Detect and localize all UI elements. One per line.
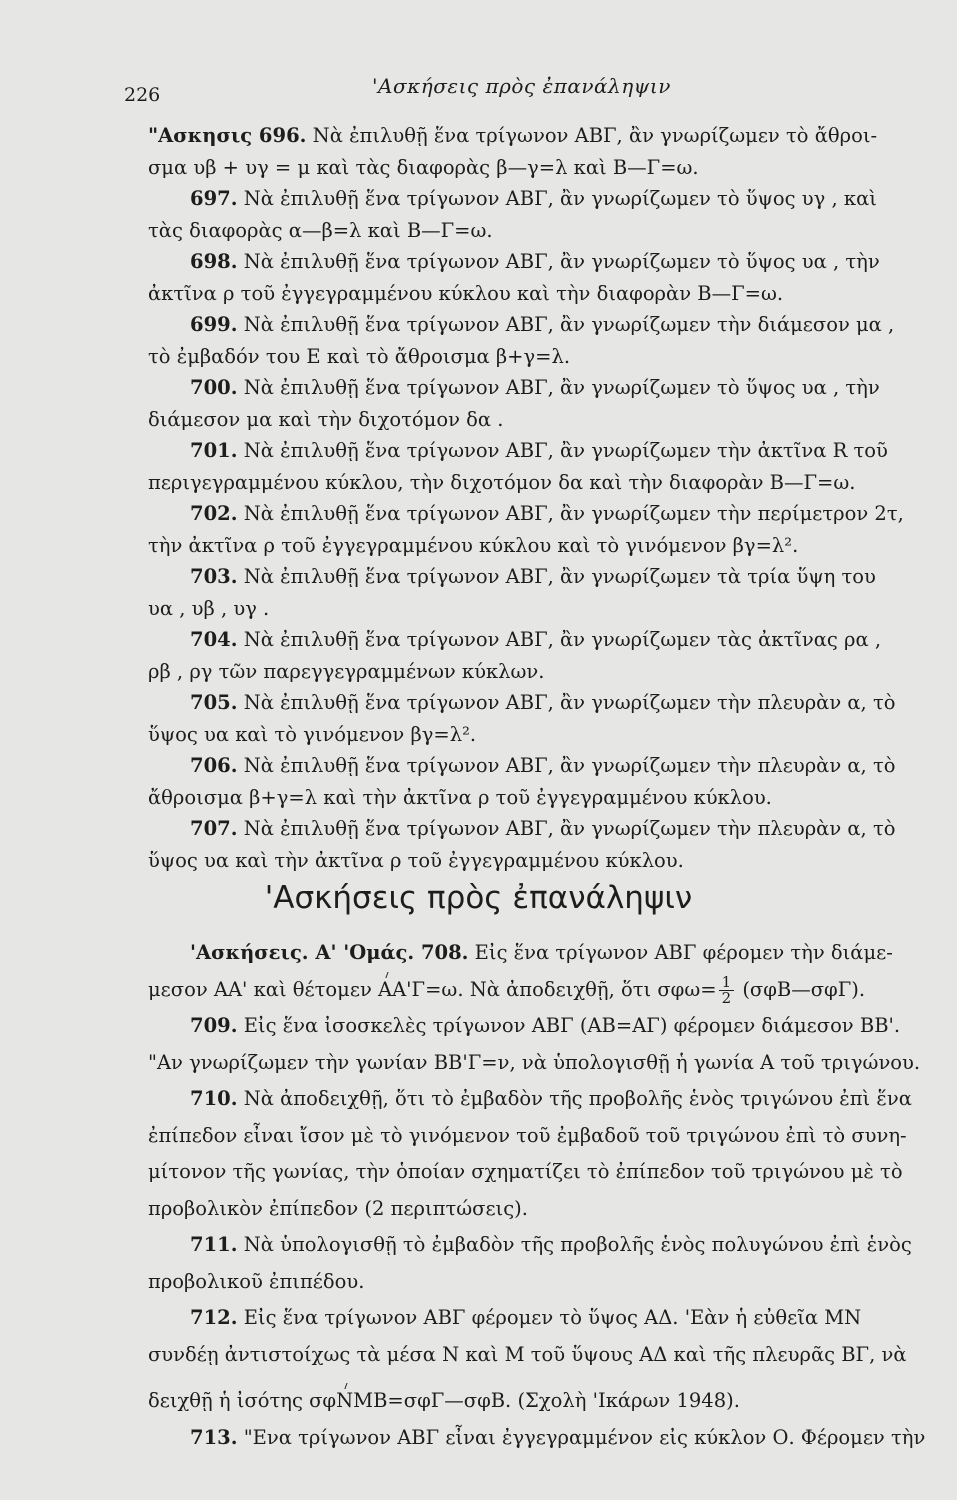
exercise-text: τὴν ἀκτῖνα ρ τοῦ ἐγγεγραμμένου κύκλου καὶ τὸ γινόμενον βγ=λ². bbox=[148, 533, 799, 557]
exercise-text: τὸ ἐμβαδόν του Ε καὶ τὸ ἄθροισμα β+γ=λ. bbox=[148, 344, 571, 368]
exercise-line bbox=[148, 467, 938, 499]
exercise-710-line-2: ἐπίπεδον εἶναι ἴσον μὲ τὸ γινόμενον τοῦ ἐμβαδοῦ τοῦ τριγώνου ἐπὶ τὸ συνη- bbox=[148, 1123, 907, 1147]
exercise-number: "Ασκησις 696. bbox=[148, 124, 307, 147]
exercise-text: Νὰ ἐπιλυθῇ ἕνα τρίγωνον ΑΒΓ, ἂν γνωρίζωμεν τὴν περίμετρον 2τ, bbox=[237, 502, 904, 525]
exercise-list bbox=[148, 120, 938, 876]
exercise-number: 704. bbox=[190, 628, 238, 651]
exercise-line bbox=[148, 656, 938, 688]
exercise-text: Νὰ ἐπιλυθῇ ἕνα τρίγωνον ΑΒΓ, ἂν γνωρίζωμεν τὸ ὕψος υγ , καὶ bbox=[237, 187, 877, 210]
review-exercises bbox=[148, 935, 948, 1456]
exercise-line bbox=[148, 498, 938, 530]
exercise-712-line-2: συνδέῃ ἀντιστοίχως τὰ μέσα Ν καὶ Μ τοῦ ὕψους ΑΔ καὶ τῆς πλευρᾶς ΒΓ, νὰ bbox=[148, 1342, 907, 1366]
exercise-number: 699. bbox=[190, 313, 238, 336]
page-number: 226 bbox=[124, 84, 161, 106]
exercise-line bbox=[148, 404, 938, 436]
exercise-number: 705. bbox=[190, 691, 238, 714]
exercise-number: 707. bbox=[190, 817, 238, 840]
exercise-text: Νὰ ἐπιλυθῇ ἕνα τρίγωνον ΑΒΓ, ἂν γνωρίζωμεν τὸ ὕψος υα , τὴν bbox=[237, 376, 880, 399]
exercise-text: Νὰ ἐπιλυθῇ ἕνα τρίγωνον ΑΒΓ, ἂν γνωρίζωμεν τὴν πλευρὰν α, τὸ bbox=[237, 817, 896, 840]
exercise-text: ὕψος υα καὶ τὸ γινόμενον βγ=λ². bbox=[148, 722, 477, 746]
exercise-line bbox=[148, 624, 938, 656]
running-head: 'Ασκήσεις πρὸς ἐπανάληψιν bbox=[372, 74, 671, 98]
exercise-line bbox=[148, 687, 938, 719]
exercise-708-line-2: μεσον ΑΑ' καὶ θέτομεν ΑΑ'Γ=ω. Νὰ ἀποδειχθῇ, ὅτι σφω= $\frac{1}{2}$ (σφΒ—σφΓ). bbox=[148, 972, 866, 1007]
exercise-number: 701. bbox=[190, 439, 238, 462]
angle-symbol: ΝΜΒ bbox=[336, 1383, 387, 1420]
exercise-text: ἀκτῖνα ρ τοῦ ἐγγεγραμμένου κύκλου καὶ τὴν διαφορὰν Β—Γ=ω. bbox=[148, 281, 784, 305]
section-title: 'Ασκήσεις πρὸς ἐπανάληψιν bbox=[264, 880, 693, 916]
exercise-text: Νὰ ἐπιλυθῇ ἕνα τρίγωνον ΑΒΓ, ἂν γνωρίζωμεν τὴν διάμεσον μα , bbox=[237, 313, 895, 336]
exercise-number: 708. bbox=[414, 941, 469, 964]
exercise-text: περιγεγραμμένου κύκλου, τὴν διχοτόμον δα καὶ τὴν διαφορὰν Β—Γ=ω. bbox=[148, 470, 856, 494]
exercise-text: σμα υβ + υγ = μ καὶ τὰς διαφορὰς β—γ=λ καὶ Β—Γ=ω. bbox=[148, 155, 699, 179]
exercise-709-line-2: "Αν γνωρίζωμεν τὴν γωνίαν ΒΒ'Γ=ν, νὰ ὑπολογισθῇ ἡ γωνία Α τοῦ τριγώνου. bbox=[148, 1050, 921, 1074]
exercise-number: 706. bbox=[190, 754, 238, 777]
exercise-text: Νὰ ἐπιλυθῇ ἕνα τρίγωνον ΑΒΓ, ἂν γνωρίζωμεν τὸ ἄθροι- bbox=[306, 124, 878, 147]
exercise-710-line-3: μίτονον τῆς γωνίας, τὴν ὁποίαν σχηματίζει τὸ ἐπίπεδον τοῦ τριγώνου μὲ τὸ bbox=[148, 1160, 903, 1183]
exercise-line bbox=[148, 246, 938, 278]
exercise-text: Νὰ ἐπιλυθῇ ἕνα τρίγωνον ΑΒΓ, ἂν γνωρίζωμεν τὴν πλευρὰν α, τὸ bbox=[237, 754, 896, 777]
exercise-number: 700. bbox=[190, 376, 238, 399]
exercise-text: ὕψος υα καὶ τὴν ἀκτῖνα ρ τοῦ ἐγγεγραμμένου κύκλου. bbox=[148, 848, 684, 872]
exercise-line bbox=[148, 561, 938, 593]
exercise-line bbox=[148, 435, 938, 467]
exercise-text: Νὰ ἐπιλυθῇ ἕνα τρίγωνον ΑΒΓ, ἂν γνωρίζωμεν τὰς ἀκτῖνας ρα , bbox=[237, 628, 882, 651]
exercise-line bbox=[148, 845, 938, 877]
exercise-line bbox=[148, 750, 938, 782]
exercise-text: ρβ , ργ τῶν παρεγγεγραμμένων κύκλων. bbox=[148, 659, 545, 683]
exercise-line bbox=[148, 813, 938, 845]
exercise-712-line-3: δειχθῇ ἡ ἰσότης σφΝΜΒ=σφΓ—σφΒ. (Σχολὴ 'Ικάρων 1948). bbox=[148, 1383, 948, 1420]
exercise-text: Νὰ ἐπιλυθῇ ἕνα τρίγωνον ΑΒΓ, ἂν γνωρίζωμεν τὴν ἀκτῖνα R τοῦ bbox=[237, 439, 888, 462]
exercise-line bbox=[148, 152, 938, 184]
exercise-number: 697. bbox=[190, 187, 238, 210]
exercise-number: 703. bbox=[190, 565, 238, 588]
exercise-text: Νὰ ἐπιλυθῇ ἕνα τρίγωνον ΑΒΓ, ἂν γνωρίζωμεν τὰ τρία ὕψη του bbox=[237, 565, 876, 588]
exercise-713-line-1: 713. "Ενα τρίγωνον ΑΒΓ εἶναι ἐγγεγραμμένον εἰς κύκλον Ο. Φέρομεν τὴν bbox=[190, 1425, 926, 1449]
exercise-line bbox=[148, 215, 938, 247]
exercise-line bbox=[148, 341, 938, 373]
exercise-line bbox=[148, 372, 938, 404]
exercise-text: υα , υβ , υγ . bbox=[148, 596, 270, 620]
group-label: 'Ασκήσεις. Α' 'Ομάς. bbox=[190, 941, 415, 964]
exercise-711-line-1: 711. Νὰ ὑπολογισθῇ τὸ ἐμβαδὸν τῆς προβολῆς ἑνὸς πολυγώνου ἐπὶ ἑνὸς bbox=[190, 1233, 912, 1256]
exercise-text: Νὰ ἐπιλυθῇ ἕνα τρίγωνον ΑΒΓ, ἂν γνωρίζωμεν τὴν πλευρὰν α, τὸ bbox=[237, 691, 896, 714]
exercise-line bbox=[148, 120, 938, 152]
exercise-line bbox=[148, 530, 938, 562]
exercise-711-line-2: προβολικοῦ ἐπιπέδου. bbox=[148, 1269, 365, 1293]
exercise-712-line-1: 712. Εἰς ἕνα τρίγωνον ΑΒΓ φέρομεν τὸ ὕψος ΑΔ. 'Εὰν ἡ εὐθεῖα ΜΝ bbox=[190, 1306, 862, 1329]
exercise-710-line-4: προβολικὸν ἐπίπεδον (2 περιπτώσεις). bbox=[148, 1196, 528, 1220]
exercise-number: 698. bbox=[190, 250, 238, 273]
exercise-line bbox=[148, 183, 938, 215]
fraction: $\frac{1}{2}$ bbox=[719, 975, 735, 1006]
exercise-line bbox=[148, 782, 938, 814]
exercise-text: ἄθροισμα β+γ=λ καὶ τὴν ἀκτῖνα ρ τοῦ ἐγγεγραμμένου κύκλου. bbox=[148, 785, 772, 809]
exercise-line bbox=[148, 593, 938, 625]
exercise-709-line-1: 709. Εἰς ἕνα ἰσοσκελὲς τρίγωνον ΑΒΓ (ΑΒ=ΑΓ) φέρομεν διάμεσον ΒΒ'. bbox=[190, 1014, 901, 1037]
exercise-line bbox=[148, 278, 938, 310]
exercise-710-line-1: 710. Νὰ ἀποδειχθῇ, ὅτι τὸ ἐμβαδὸν τῆς προβολῆς ἑνὸς τριγώνου ἐπὶ ἕνα bbox=[190, 1087, 912, 1110]
angle-symbol: ΑΑ'Γ bbox=[378, 972, 425, 1009]
exercise-708-line-1: 'Ασκήσεις. Α' 'Ομάς. 708. Εἰς ἕνα τρίγωνον ΑΒΓ φέρομεν τὴν διάμε- bbox=[190, 941, 893, 964]
exercise-text: διάμεσον μα καὶ τὴν διχοτόμον δα . bbox=[148, 407, 504, 431]
exercise-number: 702. bbox=[190, 502, 238, 525]
exercise-line bbox=[148, 719, 938, 751]
page-header bbox=[0, 70, 957, 110]
exercise-line bbox=[148, 309, 938, 341]
exercise-text: Νὰ ἐπιλυθῇ ἕνα τρίγωνον ΑΒΓ, ἂν γνωρίζωμεν τὸ ὕψος υα , τὴν bbox=[237, 250, 880, 273]
exercise-text: τὰς διαφορὰς α—β=λ καὶ Β—Γ=ω. bbox=[148, 218, 493, 242]
